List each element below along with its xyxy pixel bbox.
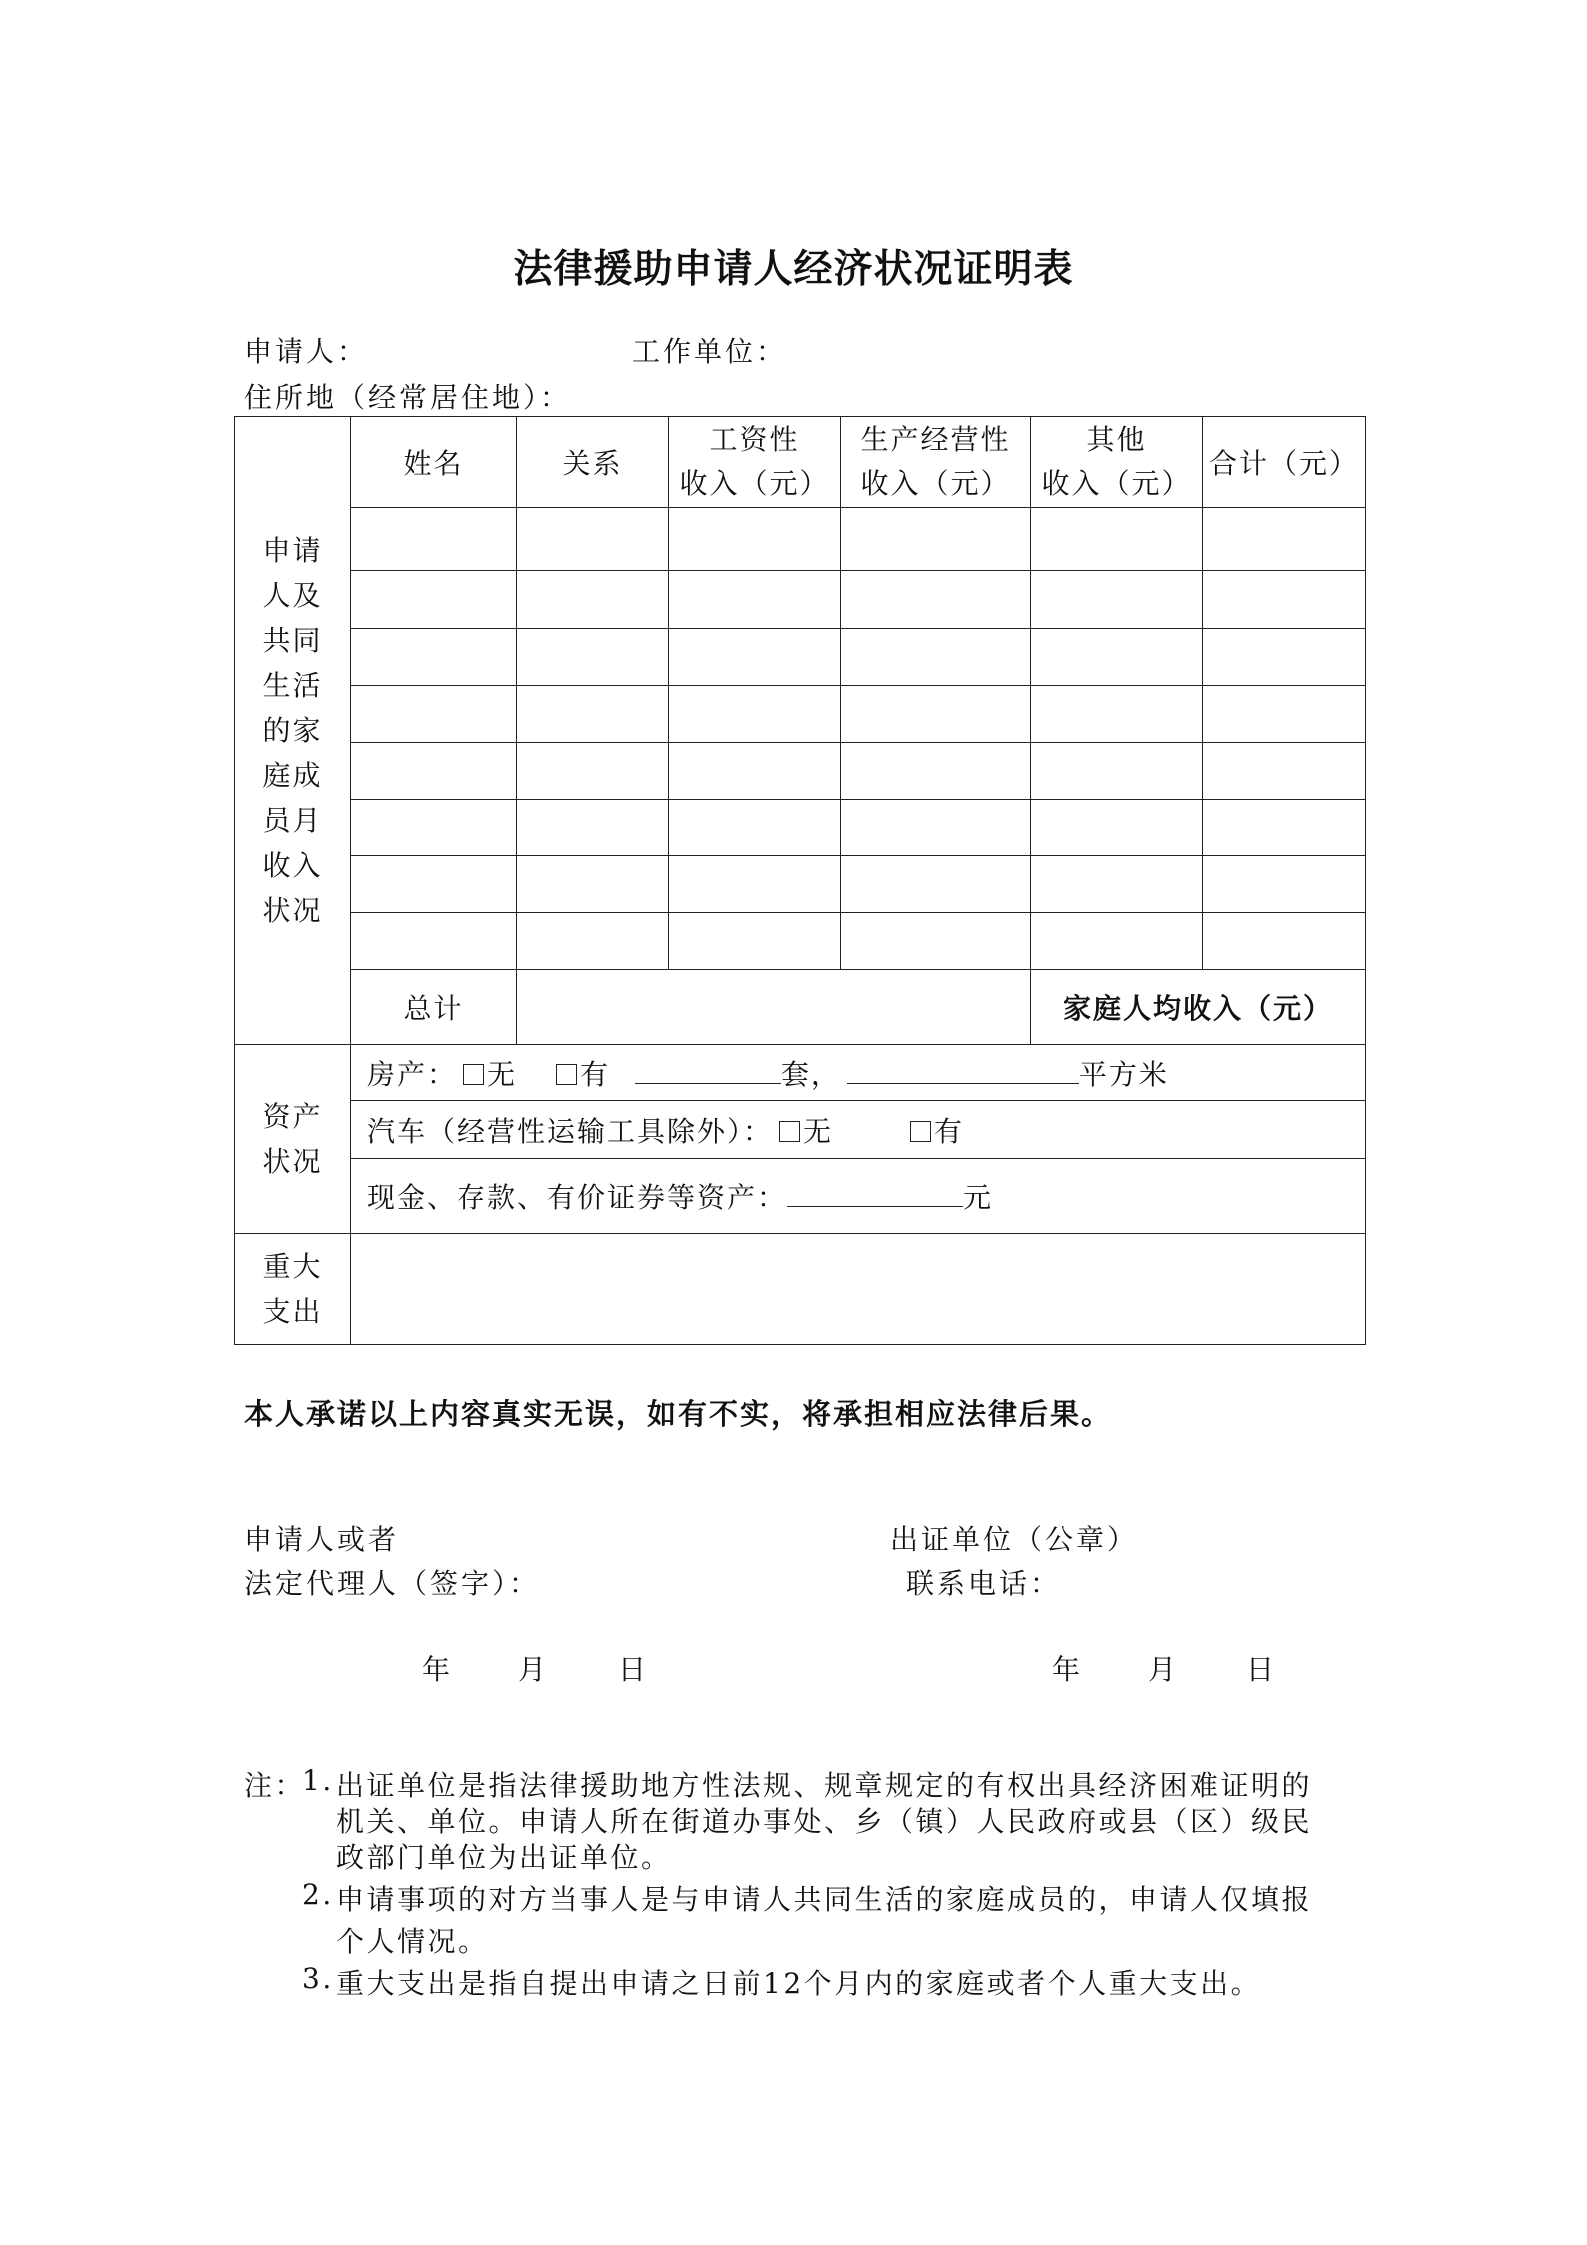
house-has-checkbox[interactable] — [556, 1064, 577, 1085]
issuer-date-day: 日 — [1246, 1653, 1278, 1686]
applicant-sign-line2: 法定代理人（签字）： — [244, 1567, 541, 1600]
income-row — [235, 508, 1366, 571]
house-sets-blank[interactable] — [635, 1057, 781, 1084]
notes-prefix: 注： — [244, 1769, 306, 1802]
header-name: 姓名 — [351, 417, 517, 508]
major-expense-cell[interactable] — [351, 1234, 1366, 1345]
note-1-line1: 出证单位是指法律援助地方性法规、规章规定的有权出具经济困难证明的 — [336, 1769, 1313, 1802]
cash-blank[interactable] — [787, 1180, 963, 1207]
house-none-checkbox[interactable] — [463, 1064, 484, 1085]
note-1-line3: 政部门单位为出证单位。 — [336, 1841, 672, 1874]
header-relation: 关系 — [517, 417, 669, 508]
note-1-line2: 机关、单位。申请人所在街道办事处、乡（镇）人民政府或县（区）级民 — [336, 1805, 1313, 1838]
applicant-date-month: 月 — [518, 1653, 550, 1686]
car-has-checkbox[interactable] — [910, 1121, 931, 1142]
total-label: 总计 — [351, 970, 517, 1045]
pledge-statement: 本人承诺以上内容真实无误，如有不实，将承担相应法律后果。 — [244, 1397, 1113, 1431]
issuer-date-month: 月 — [1148, 1653, 1180, 1686]
cash-row: 现金、存款、有价证券等资产： 元 — [351, 1159, 1366, 1234]
asset-side-label: 资产 状况 — [235, 1045, 351, 1234]
workplace-label: 工作单位： — [632, 335, 788, 368]
income-row — [235, 571, 1366, 629]
issuer-sign-line2: 联系电话： — [906, 1567, 1062, 1600]
economic-status-table — [234, 416, 1366, 1345]
per-capita-label: 家庭人均收入（元） — [1031, 970, 1366, 1045]
header-business-income: 生产经营性 收入（元） — [841, 417, 1031, 508]
note-2-line2: 个人情况。 — [336, 1925, 489, 1958]
residence-label: 住所地（经常居住地）： — [244, 381, 572, 414]
income-row — [235, 800, 1366, 856]
header-other-income: 其他 收入（元） — [1031, 417, 1203, 508]
header-wage-income: 工资性 收入（元） — [669, 417, 841, 508]
note-2-num: 2. — [302, 1878, 334, 1911]
form-title: 法律援助申请人经济状况证明表 — [513, 247, 1074, 292]
house-area-blank[interactable] — [847, 1057, 1079, 1084]
note-1-num: 1. — [302, 1764, 334, 1797]
car-row: 汽车（经营性运输工具除外）： 无 有 — [351, 1101, 1366, 1159]
total-value-cell[interactable] — [517, 970, 1031, 1045]
income-row — [235, 629, 1366, 686]
note-3-num: 3. — [302, 1962, 334, 1995]
note-2-line1: 申请事项的对方当事人是与申请人共同生活的家庭成员的，申请人仅填报 — [336, 1883, 1313, 1916]
income-side-label: 申请 人及 共同 生活 的家 庭成 员月 收入 状况 — [235, 417, 351, 1045]
applicant-date-year: 年 — [422, 1653, 454, 1686]
note-3-line1: 重大支出是指自提出申请之日前12个月内的家庭或者个人重大支出。 — [336, 1967, 1262, 2000]
applicant-sign-line1: 申请人或者 — [244, 1523, 400, 1556]
major-expense-side-label: 重大 支出 — [235, 1234, 351, 1345]
header-total: 合计（元） — [1203, 417, 1366, 508]
car-none-checkbox[interactable] — [779, 1121, 800, 1142]
income-row — [235, 743, 1366, 800]
income-row — [235, 686, 1366, 743]
applicant-date-day: 日 — [618, 1653, 650, 1686]
house-row: 房产： 无 有 套， 平方米 — [351, 1045, 1366, 1101]
issuer-sign-line1: 出证单位（公章） — [890, 1523, 1139, 1556]
issuer-date-year: 年 — [1052, 1653, 1084, 1686]
income-row — [235, 856, 1366, 913]
income-row — [235, 913, 1366, 970]
applicant-label: 申请人： — [244, 335, 369, 368]
